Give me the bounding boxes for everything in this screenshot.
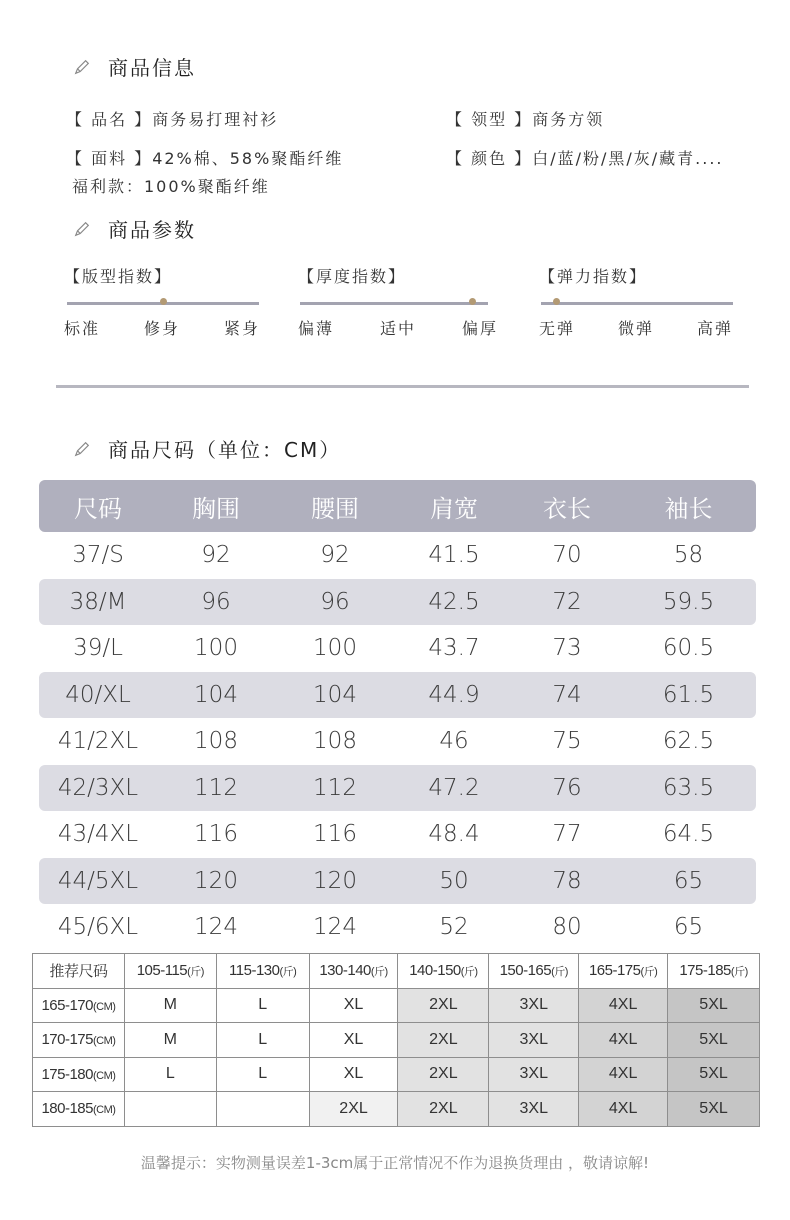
table-cell: 96 — [201, 588, 231, 615]
height-range: 170-175 — [41, 1031, 93, 1049]
table-cell: 61.5 — [662, 681, 715, 708]
table-cell: 120 — [194, 867, 238, 894]
table-cell: L — [124, 1057, 216, 1092]
table-cell: 100 — [194, 635, 238, 662]
table-cell: 43/4XL — [57, 821, 139, 848]
footer-note: 温馨提示：实物测量误差1-3cm属于正常情况不作为退换货理由 ，敬请谅解! — [140, 1154, 650, 1172]
info-title-text: 商品信息 — [108, 56, 196, 80]
product-name-value: 商务易打理衬衫 — [152, 110, 279, 129]
table-row — [33, 1092, 760, 1127]
table-cell: 44/5XL — [57, 867, 139, 894]
thickness-tick-medium: 适中 — [379, 319, 416, 338]
fabric-line — [66, 146, 343, 169]
table-cell: 73 — [552, 635, 582, 662]
table-cell: 59.5 — [662, 588, 715, 615]
table-cell: 5XL — [668, 1023, 760, 1058]
pencil-icon — [72, 439, 92, 459]
table-cell: 92 — [201, 542, 231, 569]
elastic-tick-none: 无弹 — [539, 319, 576, 338]
header-waist: 腰围 — [311, 494, 359, 523]
table-cell: 4XL — [579, 988, 668, 1023]
weight-header — [489, 954, 579, 989]
table-cell: 116 — [313, 821, 357, 848]
table-cell: XL — [309, 1023, 398, 1058]
header-length: 衣长 — [543, 494, 591, 523]
table-cell: 3XL — [489, 988, 579, 1023]
info-section-title — [72, 52, 196, 81]
table-cell: 70 — [552, 542, 582, 569]
weight-unit: (斤) — [370, 966, 388, 979]
table-row — [39, 765, 756, 812]
table-cell: M — [124, 988, 216, 1023]
weight-header — [216, 954, 309, 989]
table-cell: 40/XL — [65, 681, 131, 708]
table-cell: XL — [309, 988, 398, 1023]
table-cell: 2XL — [309, 1092, 398, 1127]
table-row — [39, 532, 756, 579]
table-cell: 2XL — [398, 1057, 489, 1092]
table-cell: 74 — [552, 681, 582, 708]
table-cell: 104 — [313, 681, 357, 708]
table-cell: M — [124, 1023, 216, 1058]
table-cell: 112 — [194, 774, 238, 801]
table-row — [39, 579, 756, 626]
product-name-line — [66, 107, 278, 130]
table-cell: 46 — [439, 728, 469, 755]
table-cell: 3XL — [489, 1092, 579, 1127]
height-header — [33, 1092, 125, 1127]
table-cell: L — [216, 1057, 309, 1092]
weight-unit: (斤) — [460, 966, 478, 979]
elastic-tick-high: 高弹 — [696, 319, 733, 338]
size-section-title — [72, 434, 341, 463]
welfare-line: 福利款：100%聚酯纤维 — [72, 177, 270, 196]
weight-range: 140-150 — [409, 962, 461, 980]
elastic-tick-slight: 微弹 — [617, 319, 654, 338]
table-cell: 39/L — [73, 635, 123, 662]
table-row — [33, 988, 760, 1023]
table-cell: 100 — [313, 635, 357, 662]
fit-tick-tight: 紧身 — [223, 319, 260, 338]
color-value: 白/蓝/粉/黑/灰/藏青.... — [532, 149, 724, 168]
weight-unit: (斤) — [730, 966, 748, 979]
table-cell: 44.9 — [428, 681, 480, 708]
table-cell: 3XL — [489, 1057, 579, 1092]
table-row — [39, 672, 756, 719]
thickness-index-track — [300, 302, 488, 305]
table-cell: 4XL — [579, 1092, 668, 1127]
thickness-index-label: 【厚度指数】 — [298, 267, 407, 286]
table-cell: XL — [309, 1057, 398, 1092]
header-shoulder: 肩宽 — [430, 494, 478, 523]
size-table-body — [39, 532, 756, 951]
table-row — [39, 858, 756, 905]
table-cell: 42.5 — [428, 588, 480, 615]
weight-range: 150-165 — [499, 962, 552, 980]
weight-unit: (斤) — [279, 966, 297, 979]
collar-value: 商务方领 — [532, 110, 605, 129]
height-range: 165-170 — [41, 996, 93, 1014]
fabric-value: 42%棉、58%聚酯纤维 — [152, 149, 344, 168]
table-cell: 116 — [194, 821, 238, 848]
fit-index-label: 【版型指数】 — [64, 267, 173, 286]
table-cell: 5XL — [668, 1092, 760, 1127]
thickness-index — [298, 264, 498, 338]
table-row — [39, 718, 756, 765]
collar-label: 【 领型 】 — [446, 110, 533, 129]
fit-index — [64, 264, 260, 338]
height-unit: (CM) — [93, 1104, 116, 1117]
table-cell: 112 — [313, 774, 357, 801]
thickness-tick-thick: 偏厚 — [461, 319, 498, 338]
fit-tick-standard: 标准 — [64, 319, 101, 338]
table-cell: 37/S — [72, 542, 124, 569]
weight-range: 175-185 — [679, 962, 731, 980]
weight-unit: (斤) — [640, 966, 658, 979]
table-cell: 2XL — [398, 1092, 489, 1127]
table-cell: 108 — [194, 728, 238, 755]
weight-unit: (斤) — [187, 966, 204, 979]
table-cell: L — [216, 988, 309, 1023]
table-cell: 41.5 — [428, 542, 480, 569]
elastic-index-marker — [553, 298, 560, 305]
table-cell: 80 — [552, 914, 582, 941]
table-cell: 120 — [313, 867, 357, 894]
size-table — [39, 480, 756, 951]
table-cell: L — [216, 1023, 309, 1058]
table-cell: 65 — [673, 867, 704, 894]
table-cell: 64.5 — [662, 821, 715, 848]
table-cell: 60.5 — [662, 635, 715, 662]
height-header — [33, 1023, 125, 1058]
fabric-label: 【 面料 】 — [66, 149, 153, 168]
product-name-label: 【 品名 】 — [66, 110, 153, 129]
thickness-tick-thin: 偏薄 — [298, 319, 335, 338]
weight-range: 130-140 — [319, 962, 371, 980]
table-cell: 50 — [439, 867, 469, 894]
fit-index-marker — [160, 298, 167, 305]
table-cell — [124, 1092, 216, 1127]
table-cell: 45/6XL — [57, 914, 139, 941]
table-row — [33, 1057, 760, 1092]
recommend-header-row — [33, 954, 760, 989]
table-row — [39, 811, 756, 858]
table-cell: 58 — [673, 542, 704, 569]
table-row — [39, 625, 756, 672]
table-cell: 65 — [673, 914, 704, 941]
recommend-corner: 推荐尺码 — [33, 954, 125, 989]
table-cell: 75 — [552, 728, 582, 755]
size-recommend-table — [32, 953, 760, 1127]
table-row — [33, 1023, 760, 1058]
size-title-text: 商品尺码（单位：CM） — [108, 438, 342, 462]
weight-range: 105-115 — [136, 962, 188, 980]
height-header — [33, 1057, 125, 1092]
header-chest: 胸围 — [192, 494, 240, 523]
height-header — [33, 988, 125, 1023]
table-cell: 63.5 — [662, 774, 715, 801]
table-cell: 42/3XL — [57, 774, 139, 801]
table-cell: 96 — [320, 588, 350, 615]
table-cell: 4XL — [579, 1023, 668, 1058]
elastic-index-track — [541, 302, 733, 305]
table-cell: 38/M — [69, 588, 127, 615]
table-cell: 78 — [552, 867, 582, 894]
table-cell: 43.7 — [428, 635, 480, 662]
table-cell: 3XL — [489, 1023, 579, 1058]
collar-line — [446, 107, 604, 130]
color-line — [446, 146, 724, 169]
table-cell: 108 — [313, 728, 357, 755]
table-row — [39, 904, 756, 951]
table-cell: 4XL — [579, 1057, 668, 1092]
weight-header — [579, 954, 668, 989]
size-table-header — [39, 480, 756, 532]
table-cell: 124 — [194, 914, 238, 941]
fit-tick-slim: 修身 — [143, 319, 180, 338]
table-cell: 2XL — [398, 988, 489, 1023]
pencil-icon — [72, 219, 92, 239]
weight-header — [398, 954, 489, 989]
table-cell: 41/2XL — [57, 728, 139, 755]
header-sleeve: 袖长 — [664, 494, 713, 523]
params-section-title — [72, 214, 196, 243]
table-cell — [216, 1092, 309, 1127]
weight-range: 165-175 — [588, 962, 641, 980]
table-cell: 62.5 — [662, 728, 715, 755]
weight-unit: (斤) — [551, 966, 568, 979]
color-label: 【 颜色 】 — [446, 149, 533, 168]
table-cell: 72 — [552, 588, 582, 615]
table-cell: 124 — [313, 914, 357, 941]
weight-range: 115-130 — [229, 962, 280, 980]
params-title-text: 商品参数 — [108, 218, 196, 242]
elastic-index-label: 【弹力指数】 — [539, 267, 648, 286]
height-unit: (CM) — [93, 1035, 116, 1048]
weight-header — [309, 954, 398, 989]
table-cell: 47.2 — [428, 774, 480, 801]
weight-header — [668, 954, 760, 989]
pencil-icon — [72, 57, 92, 77]
table-cell: 92 — [320, 542, 350, 569]
table-cell: 48.4 — [428, 821, 480, 848]
table-cell: 104 — [194, 681, 238, 708]
table-cell: 77 — [552, 821, 582, 848]
elastic-index — [539, 264, 733, 338]
height-unit: (CM) — [93, 1069, 116, 1082]
weight-header — [124, 954, 216, 989]
table-cell: 52 — [439, 914, 469, 941]
height-range: 175-180 — [41, 1065, 93, 1083]
height-range: 180-185 — [41, 1100, 93, 1118]
header-size: 尺码 — [74, 494, 122, 523]
height-unit: (CM) — [93, 1000, 116, 1013]
section-divider — [56, 385, 749, 388]
table-cell: 5XL — [668, 1057, 760, 1092]
table-cell: 5XL — [668, 988, 760, 1023]
table-cell: 2XL — [398, 1023, 489, 1058]
table-cell: 76 — [552, 774, 582, 801]
